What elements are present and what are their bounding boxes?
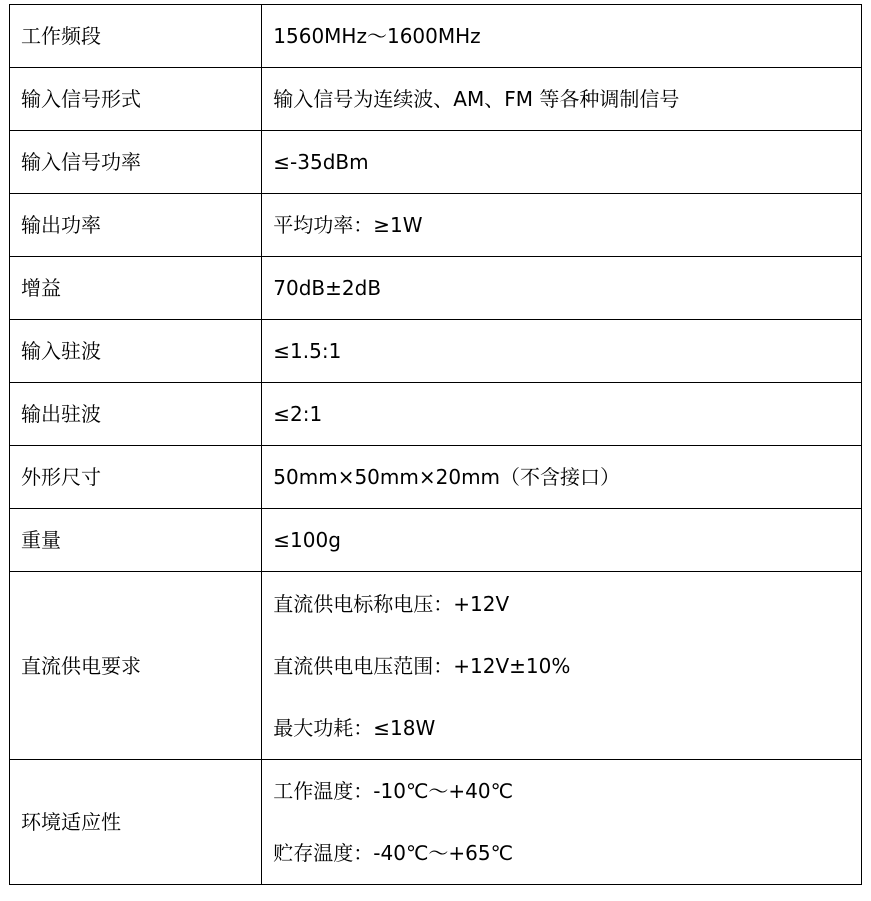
- row-value: ≤2:1: [262, 383, 862, 446]
- table-row: [10, 446, 862, 509]
- row-label: 增益: [10, 257, 262, 320]
- value-line: 贮存温度：-40℃～+65℃: [273, 841, 514, 865]
- row-value: 50mm×50mm×20mm（不含接口）: [262, 446, 862, 509]
- table-row: [10, 194, 862, 257]
- row-value: ≤1.5:1: [262, 320, 862, 383]
- table-row: [10, 68, 862, 131]
- row-value: ≤-35dBm: [262, 131, 862, 194]
- row-label: 输入驻波: [10, 320, 262, 383]
- row-label: 输出功率: [10, 194, 262, 257]
- row-value: 70dB±2dB: [262, 257, 862, 320]
- row-label: 重量: [10, 509, 262, 572]
- value-line: 直流供电标称电压：+12V: [273, 591, 510, 616]
- row-value: 平均功率：≥1W: [262, 194, 862, 257]
- value-line: 直流供电电压范围：+12V±10%: [273, 653, 571, 678]
- row-label: 外形尺寸: [10, 446, 262, 509]
- table-row: [10, 509, 862, 572]
- row-label: 输出驻波: [10, 383, 262, 446]
- table-row: [10, 257, 862, 320]
- row-label: 工作频段: [10, 5, 262, 68]
- row-label: 输入信号功率: [10, 131, 262, 194]
- row-label: 输入信号形式: [10, 68, 262, 131]
- spec-table: [9, 4, 862, 885]
- table-row: [10, 5, 862, 68]
- value-line: 最大功耗：≤18W: [273, 715, 436, 740]
- table-row: [10, 320, 862, 383]
- table-row: [10, 760, 862, 885]
- table-row: [10, 131, 862, 194]
- row-label: 直流供电要求: [10, 572, 262, 760]
- table-row: [10, 572, 862, 760]
- row-label: 环境适应性: [10, 760, 262, 885]
- row-value: 1560MHz～1600MHz: [262, 5, 862, 68]
- row-value-multiline: [262, 572, 862, 760]
- value-line: 工作温度：-10℃～+40℃: [273, 779, 514, 803]
- row-value: ≤100g: [262, 509, 862, 572]
- table-row: [10, 383, 862, 446]
- row-value-multiline: [262, 760, 862, 885]
- row-value: 输入信号为连续波、AM、FM 等各种调制信号: [262, 68, 862, 131]
